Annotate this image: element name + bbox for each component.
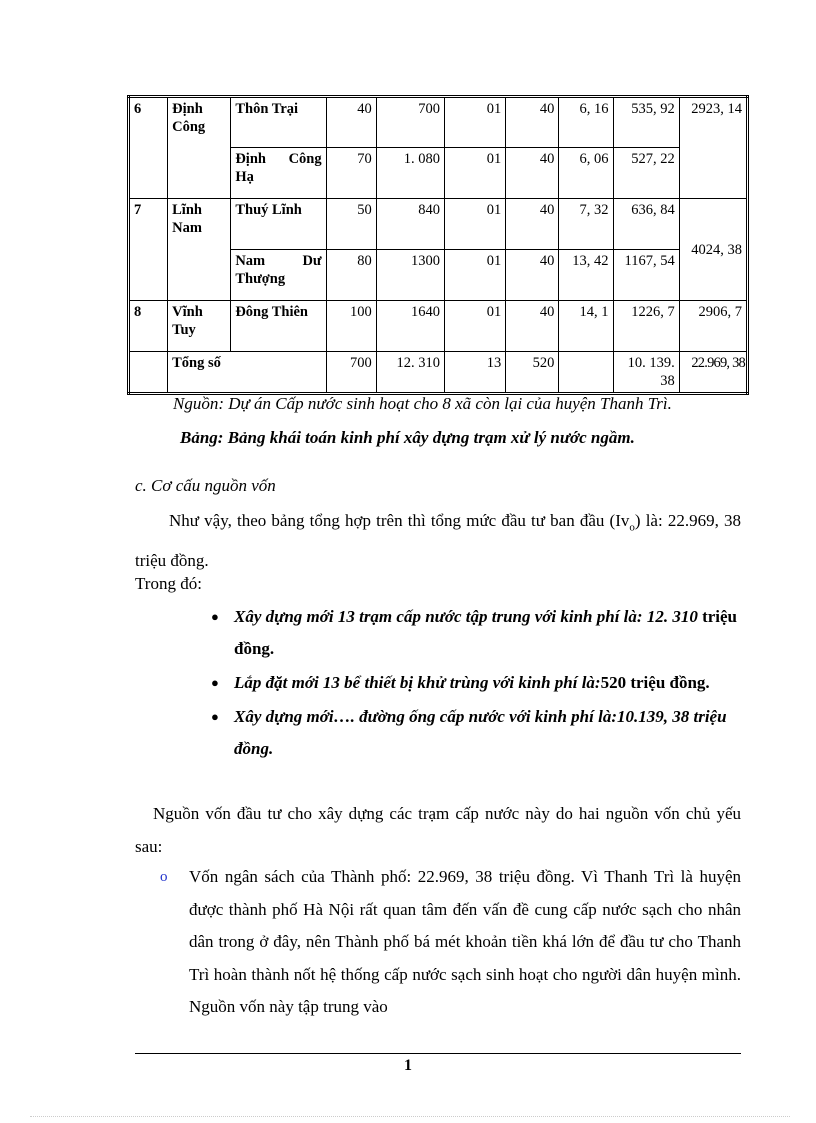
total-row xyxy=(129,352,748,394)
grand-total: 22.969, 38 xyxy=(679,352,747,394)
bullet-dot-icon: ● xyxy=(211,709,219,724)
page-bottom-border xyxy=(30,1116,790,1117)
table-cell: 1. 080 xyxy=(376,148,444,199)
section-heading: c. Cơ cấu nguồn vốn xyxy=(135,476,276,495)
footer-divider xyxy=(135,1053,741,1054)
list-item: ● Xây dựng mới…. đường ống cấp nước với kinh phí là:10.139, 38 triệu đồng. xyxy=(205,701,741,765)
table-cell: 13 xyxy=(445,352,506,394)
table-cell: 80 xyxy=(326,250,376,301)
table-cell: 01 xyxy=(445,97,506,148)
table-cell: 10. 139. 38 xyxy=(613,352,679,394)
village-name: Đông Thiên xyxy=(231,301,326,352)
table-cell: 70 xyxy=(326,148,376,199)
row-number: 7 xyxy=(129,199,168,301)
table-cell: 14, 1 xyxy=(559,301,613,352)
table-cell: 01 xyxy=(445,301,506,352)
funding-source-text: Vốn ngân sách của Thành phố: 22.969, 38 triệu đồng. Vì Thanh Trì là huyện được thành phố Hà Nội rất quan tâm đến vấn đề cung cấp nước sạch cho nhân dân trong ở đây, nên Thành phố bá mét khoản tiền khá lớn để đầu tư cho Thanh Trì hoàn thành nốt hệ thống cấp nước sạch sinh hoạt cho người dân huyện mình. Nguồn vốn này tập trung vào xyxy=(189,867,741,1016)
table-cell: 01 xyxy=(445,199,506,250)
table-cell: 40 xyxy=(506,97,559,148)
commune-name: Lĩnh Nam xyxy=(168,199,231,301)
table-cell: 527, 22 xyxy=(613,148,679,199)
table-source: Nguồn: Dự án Cấp nước sinh hoạt cho 8 xã còn lại của huyện Thanh Trì. xyxy=(173,394,672,413)
commune-name: Vĩnh Tuy xyxy=(168,301,231,352)
table-row xyxy=(129,97,748,148)
bullet-dot-icon: ● xyxy=(211,609,219,624)
village-name: Thôn Trại xyxy=(231,97,326,148)
list-item: ● Lắp đặt mới 13 bể thiết bị khử trùng với kinh phí là:520 triệu đồng. xyxy=(205,667,741,699)
table-cell: 100 xyxy=(326,301,376,352)
total-label: Tổng số xyxy=(168,352,327,394)
row-number: 6 xyxy=(129,97,168,199)
table-row xyxy=(129,301,748,352)
table-cell: 40 xyxy=(506,148,559,199)
table-cell: 6, 06 xyxy=(559,148,613,199)
commune-total: 2906, 7 xyxy=(679,301,747,352)
table-cell: 1167, 54 xyxy=(613,250,679,301)
commune-total: 4024, 38 xyxy=(679,199,747,301)
table-cell: 700 xyxy=(326,352,376,394)
table-cell: 840 xyxy=(376,199,444,250)
table-cell: 520 xyxy=(506,352,559,394)
table-cell: 700 xyxy=(376,97,444,148)
bullet-dot-icon: ● xyxy=(211,675,219,690)
table-cell: 1640 xyxy=(376,301,444,352)
paragraph-funding-sources: Nguồn vốn đầu tư cho xây dựng các trạm cấp nước này do hai nguồn vốn chủ yếu sau: xyxy=(135,804,741,856)
table-cell: 1300 xyxy=(376,250,444,301)
table-cell: 6, 16 xyxy=(559,97,613,148)
table-row xyxy=(129,199,748,250)
table-cell: 636, 84 xyxy=(613,199,679,250)
commune-total: 2923, 14 xyxy=(679,97,747,199)
village-name: Nam Dư Thượng xyxy=(231,250,326,301)
page-number: 1 xyxy=(404,1057,412,1074)
table-cell xyxy=(559,352,613,394)
table-cell xyxy=(129,352,168,394)
table-cell: 01 xyxy=(445,148,506,199)
row-number: 8 xyxy=(129,301,168,352)
table-caption: Bảng: Bảng khái toán kinh phí xây dựng trạm xử lý nước ngầm. xyxy=(180,428,635,447)
paragraph-trong-do: Trong đó: xyxy=(135,574,202,593)
table-cell: 12. 310 xyxy=(376,352,444,394)
list-item: ● Xây dựng mới 13 trạm cấp nước tập trung với kinh phí là: 12. 310 triệu đồng. xyxy=(205,601,741,665)
table-cell: 40 xyxy=(506,301,559,352)
table-cell: 40 xyxy=(506,250,559,301)
funding-source-item xyxy=(160,861,741,1024)
commune-name: Định Công xyxy=(168,97,231,199)
table-cell: 40 xyxy=(326,97,376,148)
village-name: Thuý Lĩnh xyxy=(231,199,326,250)
bullet-list xyxy=(205,601,741,767)
cost-table xyxy=(127,95,749,395)
circle-bullet-icon: o xyxy=(160,869,168,885)
table-cell: 535, 92 xyxy=(613,97,679,148)
table-cell: 13, 42 xyxy=(559,250,613,301)
village-name: Định Công Hạ xyxy=(231,148,326,199)
table-cell: 01 xyxy=(445,250,506,301)
paragraph-total-investment: Như vậy, theo bảng tổng hợp trên thì tổng mức đầu tư ban đầu $(Iv_o)$ là: 22.969, 38 triệu đồng. xyxy=(135,511,741,571)
table-cell: 7, 32 xyxy=(559,199,613,250)
table-cell: 50 xyxy=(326,199,376,250)
table-cell: 1226, 7 xyxy=(613,301,679,352)
table-cell: 40 xyxy=(506,199,559,250)
